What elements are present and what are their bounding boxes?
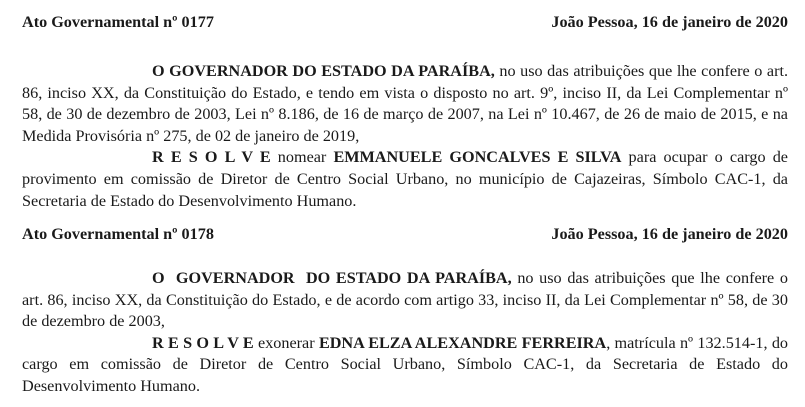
action-details: , matrícula nº 132.514-1, do cargo em comissão de Diretor de Centro Social Urbano, Símbolo CAC-1, da Secretaria de Estado do Desenvolvimento Humano. xyxy=(22,333,789,395)
act-header xyxy=(22,224,788,246)
preamble-paragraph xyxy=(22,268,788,333)
person-name: EMMANUELE GONCALVES E SILVA xyxy=(333,148,622,167)
action-verb: nomear xyxy=(270,148,334,167)
preamble-text: no uso das atribuições que lhe confere o art. 86, inciso XX, da Constituição do Estado, e tendo em vista o disposto no art. 9º, inciso II, da Lei Complementar nº 58, de 30 de dezembro de 2003, Lei nº 8.186, de 16 de março de 2007, na Lei nº 10.467, de 26 de maio de 2015, e na Medida Provisória nº 275, de 02 de janeiro de 2019, xyxy=(22,62,789,145)
preamble-text: no uso das atribuições que lhe confere o art. 86, inciso XX, da Constituição do Estado, e de acordo com artigo 33, inciso II, da Lei Complementar nº 58, de 30 de dezembro de 2003, xyxy=(22,269,788,331)
act-header xyxy=(22,12,788,34)
act-place-date: João Pessoa, 16 de janeiro de 2020 xyxy=(551,225,788,243)
action-verb: exonerar xyxy=(253,333,319,352)
act-0178 xyxy=(22,224,788,398)
person-name: EDNA ELZA ALEXANDRE FERREIRA xyxy=(318,333,607,352)
act-place-date: João Pessoa, 16 de janeiro de 2020 xyxy=(551,13,788,31)
governor-heading: O GOVERNADOR DO ESTADO DA PARAÍBA, xyxy=(152,269,512,287)
preamble-paragraph xyxy=(22,61,788,147)
action-details: para ocupar o cargo de provimento em comissão de Diretor de Centro Social Urbano, no município de Cajazeiras, Símbolo CAC-1, da Secretaria de Estado do Desenvolvimento Humano. xyxy=(22,148,788,210)
resolve-keyword: R E S O L V E xyxy=(152,148,271,167)
act-title: Ato Governamental nº 0178 xyxy=(22,225,214,243)
act-title: Ato Governamental nº 0177 xyxy=(22,13,214,31)
governor-heading: O GOVERNADOR DO ESTADO DA PARAÍBA, xyxy=(152,62,495,80)
resolve-paragraph xyxy=(22,147,788,212)
act-0177 xyxy=(22,12,788,212)
resolve-paragraph xyxy=(22,333,788,398)
resolve-keyword: R E S O L V E xyxy=(152,333,254,352)
